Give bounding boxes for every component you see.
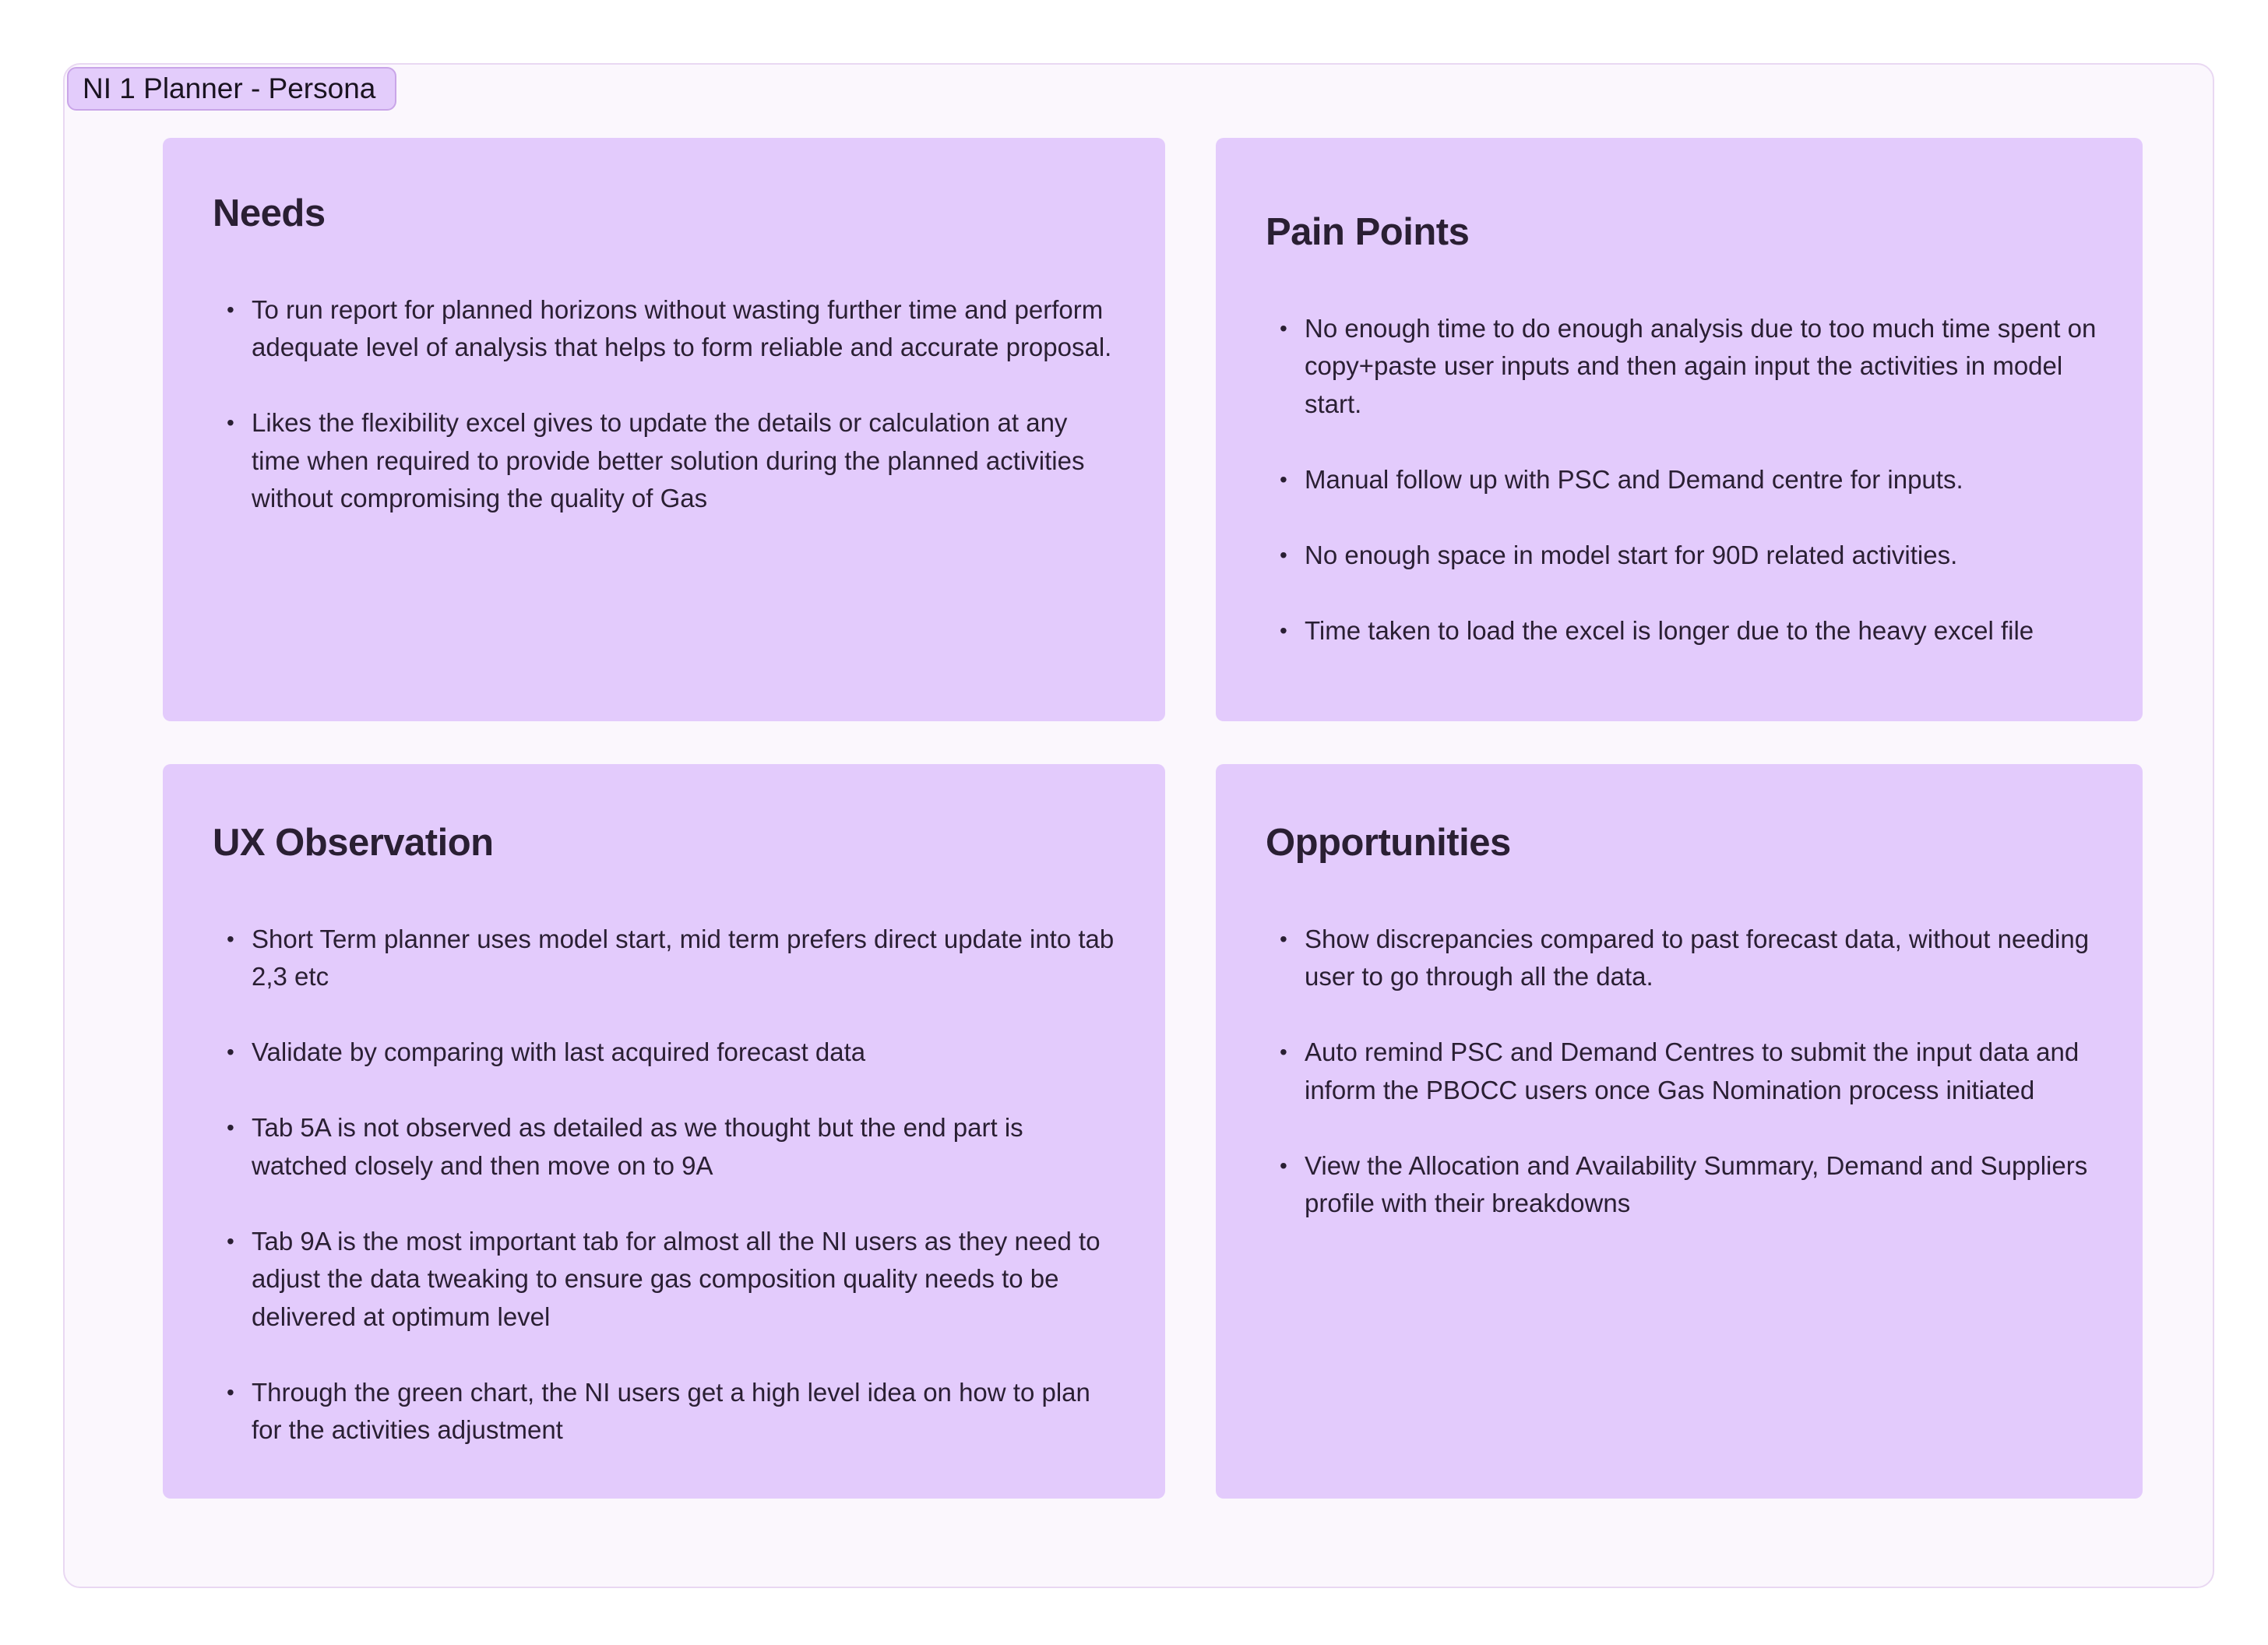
ux-observation-item [213, 1223, 1122, 1337]
ux-observation-item [213, 1034, 1122, 1072]
pain-points-item-text: No enough time to do enough analysis due to too much time spent on copy+paste user inputs and then again input the activities in model start. [1305, 313, 2097, 418]
bullet-icon: • [227, 410, 234, 435]
opportunities-item [1266, 921, 2099, 996]
pain-points-item [1266, 461, 2099, 499]
frame-label[interactable]: NI 1 Planner - Persona [67, 67, 396, 111]
bullet-icon: • [227, 1115, 234, 1140]
pain-points-card [1216, 138, 2143, 721]
bullet-icon: • [1280, 542, 1287, 567]
opportunities-item-text: Auto remind PSC and Demand Centres to submit the input data and inform the PBOCC users once Gas Nomination process initiated [1305, 1037, 2080, 1104]
needs-item [213, 291, 1122, 367]
bullet-icon: • [1280, 1040, 1287, 1065]
bullet-icon: • [227, 1228, 234, 1253]
opportunities-title: Opportunities [1266, 822, 1511, 864]
bullet-icon: • [1280, 1153, 1287, 1178]
bullet-icon: • [1280, 618, 1287, 643]
ux-observation-card [163, 764, 1165, 1499]
bullet-icon: • [227, 297, 234, 322]
ux-observation-list [213, 921, 1122, 1450]
needs-item-text: To run report for planned horizons without wasting further time and perform adequate level of analysis that helps to form reliable and accurate proposal. [252, 294, 1112, 362]
pain-points-list [1266, 310, 2099, 650]
pain-points-item-text: Manual follow up with PSC and Demand centre for inputs. [1305, 464, 1963, 494]
bullet-icon: • [1280, 467, 1287, 491]
needs-card [163, 138, 1165, 721]
ux-observation-item [213, 921, 1122, 996]
ux-observation-title: UX Observation [213, 822, 494, 864]
opportunities-item-text: Show discrepancies compared to past forecast data, without needing user to go through all the data. [1305, 924, 2090, 992]
ux-observation-item [213, 1109, 1122, 1185]
ux-observation-item-text: Tab 9A is the most important tab for almost all the NI users as they need to adjust the data tweaking to ensure gas composition quality needs to be delivered at optimum level [252, 1226, 1101, 1331]
opportunities-item-text: View the Allocation and Availability Summary, Demand and Suppliers profile with their breakdowns [1305, 1150, 2088, 1218]
pain-points-title: Pain Points [1266, 211, 1470, 253]
opportunities-card [1216, 764, 2143, 1499]
bullet-icon: • [227, 1040, 234, 1065]
opportunities-list [1266, 921, 2099, 1223]
ux-observation-item-text: Tab 5A is not observed as detailed as we thought but the end part is watched closely and then move on to 9A [252, 1113, 1023, 1180]
needs-item [213, 404, 1122, 518]
ux-observation-item [213, 1374, 1122, 1450]
ux-observation-item-text: Validate by comparing with last acquired forecast data [252, 1037, 866, 1067]
bullet-icon: • [227, 1379, 234, 1404]
ux-observation-item-text: Short Term planner uses model start, mid term prefers direct update into tab 2,3 etc [252, 924, 1115, 992]
needs-item-text: Likes the flexibility excel gives to update the details or calculation at any time when required to provide better solution during the planned activities without compromising the quality of Gas [252, 408, 1085, 513]
bullet-icon: • [1280, 926, 1287, 951]
opportunities-item [1266, 1147, 2099, 1223]
pain-points-item [1266, 537, 2099, 575]
opportunities-item [1266, 1034, 2099, 1109]
pain-points-item-text: No enough space in model start for 90D related activities. [1305, 540, 1958, 569]
pain-points-item [1266, 612, 2099, 650]
bullet-icon: • [1280, 315, 1287, 340]
pain-points-item [1266, 310, 2099, 424]
pain-points-item-text: Time taken to load the excel is longer due to the heavy excel file [1305, 615, 2034, 645]
needs-title: Needs [213, 192, 326, 234]
ux-observation-item-text: Through the green chart, the NI users get a high level idea on how to plan for the activities adjustment [252, 1377, 1090, 1445]
needs-list [213, 291, 1122, 518]
bullet-icon: • [227, 926, 234, 951]
